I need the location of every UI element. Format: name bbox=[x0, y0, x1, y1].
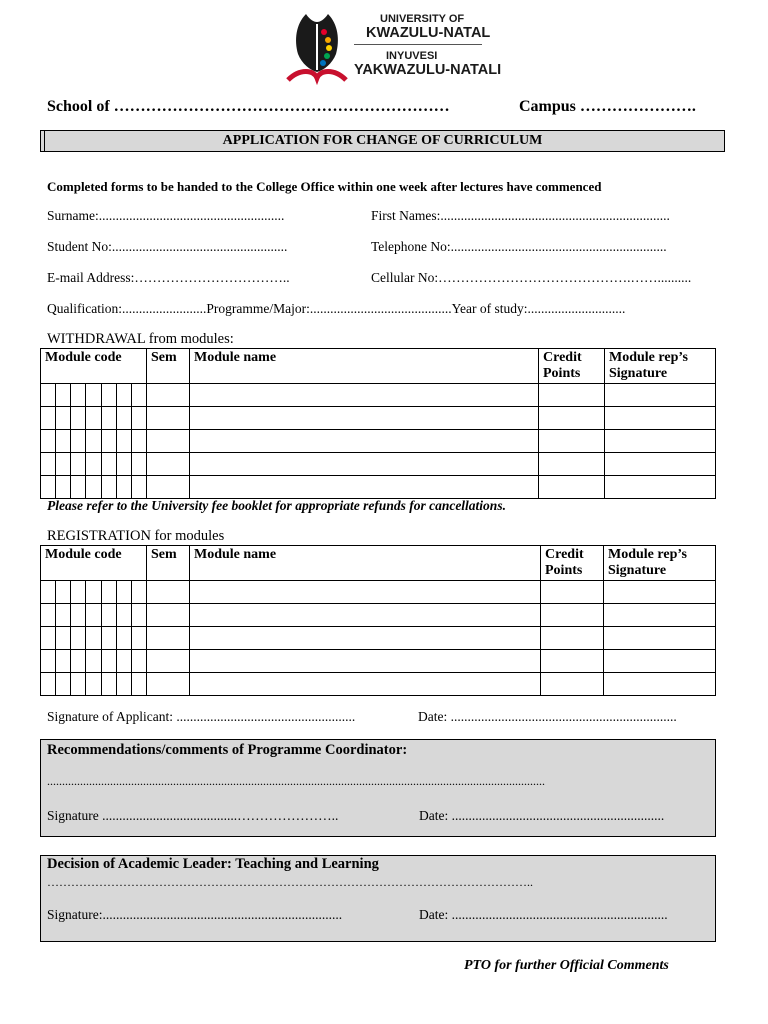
applicant-date-field[interactable]: Date: ................................................................... bbox=[418, 709, 677, 724]
credit-points-cell[interactable] bbox=[541, 650, 604, 673]
credit-points-cell[interactable] bbox=[539, 430, 605, 453]
credit-points-cell[interactable] bbox=[541, 604, 604, 627]
module-code-cell[interactable] bbox=[41, 581, 147, 604]
university-crest-icon bbox=[284, 10, 350, 86]
withdrawal-heading-bold: WITHDRAWAL bbox=[47, 331, 146, 347]
module-code-char-box[interactable] bbox=[102, 407, 117, 429]
module-code-char-box[interactable] bbox=[102, 453, 117, 475]
registration-heading-rest: for modules bbox=[150, 528, 225, 544]
applicant-signature-field[interactable]: Signature of Applicant: ..................................................... bbox=[47, 709, 356, 724]
telephone-no-field[interactable]: Telephone No:................................................................ bbox=[371, 239, 667, 254]
surname-field[interactable]: Surname:....................................................... bbox=[47, 208, 285, 223]
module-code-cell[interactable] bbox=[41, 407, 147, 430]
signature-cell[interactable] bbox=[605, 407, 716, 430]
module-code-char-box[interactable] bbox=[56, 430, 71, 452]
signature-cell[interactable] bbox=[605, 476, 716, 499]
module-code-char-box[interactable] bbox=[71, 407, 86, 429]
signature-cell[interactable] bbox=[604, 673, 716, 696]
module-code-char-box[interactable] bbox=[117, 673, 132, 695]
module-code-char-box[interactable] bbox=[56, 581, 71, 603]
coordinator-heading: Recommendations/comments of Programme Coordinator: bbox=[47, 742, 408, 758]
module-code-boxes bbox=[41, 650, 146, 672]
module-code-boxes bbox=[41, 673, 146, 695]
module-code-char-box[interactable] bbox=[56, 407, 71, 429]
module-code-char-box[interactable] bbox=[86, 407, 101, 429]
module-code-char-box[interactable] bbox=[86, 581, 101, 603]
module-code-char-box[interactable] bbox=[41, 627, 56, 649]
module-code-char-box[interactable] bbox=[102, 581, 117, 603]
module-code-boxes bbox=[41, 476, 146, 498]
module-code-char-box[interactable] bbox=[132, 384, 146, 406]
module-code-char-box[interactable] bbox=[71, 384, 86, 406]
sem-cell[interactable] bbox=[147, 384, 190, 407]
module-code-char-box[interactable] bbox=[132, 476, 146, 498]
academic-leader-date-field[interactable]: Date: ................................................................ bbox=[419, 907, 668, 922]
sem-cell[interactable] bbox=[147, 604, 190, 627]
logo-divider bbox=[354, 44, 482, 45]
module-code-char-box[interactable] bbox=[132, 673, 146, 695]
table-row bbox=[41, 604, 716, 627]
module-code-char-box[interactable] bbox=[86, 453, 101, 475]
module-code-char-box[interactable] bbox=[132, 407, 146, 429]
form-title: APPLICATION FOR CHANGE OF CURRICULUM bbox=[40, 130, 725, 152]
module-name-cell[interactable] bbox=[190, 453, 539, 476]
withdrawal-table bbox=[40, 348, 716, 499]
col-credit-points: Credit Points bbox=[539, 349, 605, 384]
registration-heading bbox=[47, 528, 224, 545]
credit-points-cell[interactable] bbox=[539, 453, 605, 476]
campus-dots: …………………. bbox=[579, 98, 696, 115]
table-row bbox=[41, 627, 716, 650]
module-code-char-box[interactable] bbox=[71, 430, 86, 452]
signature-cell[interactable] bbox=[604, 604, 716, 627]
registration-table bbox=[40, 545, 716, 696]
module-code-char-box[interactable] bbox=[117, 384, 132, 406]
module-code-cell[interactable] bbox=[41, 673, 147, 696]
module-code-boxes bbox=[41, 384, 146, 406]
module-code-char-box[interactable] bbox=[71, 453, 86, 475]
academic-leader-comment-line[interactable]: ………………………………………………………………………………………………………….. bbox=[47, 875, 533, 889]
withdrawal-heading bbox=[47, 331, 234, 348]
module-code-char-box[interactable] bbox=[56, 627, 71, 649]
sem-cell[interactable] bbox=[147, 627, 190, 650]
module-code-cell[interactable] bbox=[41, 476, 147, 499]
module-name-cell[interactable] bbox=[190, 430, 539, 453]
student-no-field[interactable]: Student No:.................................................... bbox=[47, 239, 288, 254]
module-code-char-box[interactable] bbox=[41, 650, 56, 672]
sem-cell[interactable] bbox=[147, 673, 190, 696]
refund-note: Please refer to the University fee booklet for appropriate refunds for cancellations. bbox=[47, 498, 506, 513]
academic-leader-box bbox=[40, 855, 716, 942]
module-code-boxes bbox=[41, 453, 146, 475]
table-row bbox=[41, 476, 716, 499]
signature-cell[interactable] bbox=[605, 453, 716, 476]
sem-cell[interactable] bbox=[147, 581, 190, 604]
coordinator-box bbox=[40, 739, 716, 837]
signature-cell[interactable] bbox=[605, 430, 716, 453]
table-row bbox=[41, 453, 716, 476]
module-code-char-box[interactable] bbox=[56, 673, 71, 695]
module-code-char-box[interactable] bbox=[132, 627, 146, 649]
module-code-char-box[interactable] bbox=[132, 430, 146, 452]
school-field[interactable] bbox=[47, 98, 450, 116]
table-row bbox=[41, 673, 716, 696]
col-module-rep-signature: Module rep’s Signature bbox=[604, 546, 716, 581]
school-label: School of bbox=[47, 98, 110, 115]
module-code-char-box[interactable] bbox=[71, 627, 86, 649]
module-name-cell[interactable] bbox=[190, 650, 541, 673]
coordinator-date-field[interactable]: Date: ............................................................... bbox=[419, 808, 665, 823]
module-code-cell[interactable] bbox=[41, 453, 147, 476]
module-code-char-box[interactable] bbox=[41, 581, 56, 603]
credit-points-cell[interactable] bbox=[539, 476, 605, 499]
sem-cell[interactable] bbox=[147, 407, 190, 430]
module-code-char-box[interactable] bbox=[86, 627, 101, 649]
col-credit-points: Credit Points bbox=[541, 546, 604, 581]
logo-text-line2: KWAZULU-NATAL bbox=[366, 25, 491, 41]
module-code-char-box[interactable] bbox=[117, 581, 132, 603]
module-code-cell[interactable] bbox=[41, 627, 147, 650]
module-code-boxes bbox=[41, 581, 146, 603]
university-logo bbox=[284, 10, 502, 86]
sem-cell[interactable] bbox=[147, 430, 190, 453]
coordinator-comment-line[interactable]: ...................................................................................................................................................................... bbox=[47, 774, 545, 788]
instruction-text: Completed forms to be handed to the College Office within one week after lectures have commenced bbox=[47, 179, 602, 194]
sem-cell[interactable] bbox=[147, 453, 190, 476]
module-code-char-box[interactable] bbox=[41, 407, 56, 429]
module-code-char-box[interactable] bbox=[117, 453, 132, 475]
campus-label: Campus bbox=[519, 98, 576, 115]
module-code-cell[interactable] bbox=[41, 650, 147, 673]
logo-text-line3: INYUVESI bbox=[386, 50, 438, 62]
module-code-boxes bbox=[41, 407, 146, 429]
table-row bbox=[41, 581, 716, 604]
col-module-name: Module name bbox=[190, 349, 539, 384]
col-sem: Sem bbox=[147, 349, 190, 384]
module-code-char-box[interactable] bbox=[117, 650, 132, 672]
registration-heading-bold: REGISTRATION bbox=[47, 528, 151, 544]
credit-points-cell[interactable] bbox=[541, 673, 604, 696]
module-code-char-box[interactable] bbox=[102, 627, 117, 649]
module-code-boxes bbox=[41, 627, 146, 649]
module-code-char-box[interactable] bbox=[86, 430, 101, 452]
credit-points-cell[interactable] bbox=[541, 581, 604, 604]
school-dots: ……………………………………………………… bbox=[113, 98, 450, 115]
module-code-char-box[interactable] bbox=[71, 476, 86, 498]
module-code-boxes bbox=[41, 430, 146, 452]
email-field[interactable]: E-mail Address:…………………………….. bbox=[47, 270, 290, 285]
coordinator-signature-field[interactable]: Signature ........................................………………….. bbox=[47, 808, 339, 823]
module-code-char-box[interactable] bbox=[71, 673, 86, 695]
credit-points-cell[interactable] bbox=[541, 627, 604, 650]
signature-cell[interactable] bbox=[605, 384, 716, 407]
campus-field[interactable] bbox=[519, 98, 696, 116]
module-code-char-box[interactable] bbox=[41, 430, 56, 452]
academic-leader-heading: Decision of Academic Leader: Teaching and Learning bbox=[47, 856, 379, 872]
module-code-char-box[interactable] bbox=[117, 627, 132, 649]
module-code-char-box[interactable] bbox=[102, 650, 117, 672]
cellular-no-field[interactable]: Cellular No:…………………………………….…….......... bbox=[371, 270, 692, 285]
module-code-char-box[interactable] bbox=[117, 407, 132, 429]
module-code-char-box[interactable] bbox=[41, 384, 56, 406]
logo-text-line1: UNIVERSITY OF bbox=[380, 13, 465, 25]
module-code-char-box[interactable] bbox=[56, 453, 71, 475]
module-code-char-box[interactable] bbox=[41, 476, 56, 498]
module-code-char-box[interactable] bbox=[56, 650, 71, 672]
col-module-name: Module name bbox=[190, 546, 541, 581]
module-code-char-box[interactable] bbox=[102, 673, 117, 695]
table-header-row bbox=[41, 349, 716, 384]
table-row bbox=[41, 650, 716, 673]
signature-cell[interactable] bbox=[604, 581, 716, 604]
logo-text-line4: YAKWAZULU-NATALI bbox=[354, 62, 502, 78]
module-code-char-box[interactable] bbox=[86, 650, 101, 672]
module-code-char-box[interactable] bbox=[132, 453, 146, 475]
module-code-cell[interactable] bbox=[41, 604, 147, 627]
module-name-cell[interactable] bbox=[190, 407, 539, 430]
table-row bbox=[41, 430, 716, 453]
module-code-char-box[interactable] bbox=[56, 476, 71, 498]
col-sem: Sem bbox=[147, 546, 190, 581]
module-code-char-box[interactable] bbox=[86, 476, 101, 498]
module-code-char-box[interactable] bbox=[71, 604, 86, 626]
module-code-boxes bbox=[41, 604, 146, 626]
module-name-cell[interactable] bbox=[190, 476, 539, 499]
first-names-field[interactable]: First Names:.................................................................... bbox=[371, 208, 670, 223]
module-code-char-box[interactable] bbox=[41, 453, 56, 475]
signature-cell[interactable] bbox=[604, 650, 716, 673]
module-code-char-box[interactable] bbox=[56, 604, 71, 626]
module-name-cell[interactable] bbox=[190, 627, 541, 650]
col-module-rep-signature: Module rep’s Signature bbox=[605, 349, 716, 384]
module-name-cell[interactable] bbox=[190, 384, 539, 407]
module-code-char-box[interactable] bbox=[117, 430, 132, 452]
withdrawal-heading-rest: from modules: bbox=[145, 331, 234, 347]
module-code-char-box[interactable] bbox=[117, 604, 132, 626]
module-code-char-box[interactable] bbox=[117, 476, 132, 498]
col-module-code: Module code bbox=[41, 546, 147, 581]
module-code-char-box[interactable] bbox=[132, 604, 146, 626]
module-code-char-box[interactable] bbox=[71, 581, 86, 603]
signature-cell[interactable] bbox=[604, 627, 716, 650]
sem-cell[interactable] bbox=[147, 650, 190, 673]
module-code-char-box[interactable] bbox=[102, 430, 117, 452]
module-name-cell[interactable] bbox=[190, 604, 541, 627]
module-name-cell[interactable] bbox=[190, 673, 541, 696]
credit-points-cell[interactable] bbox=[539, 407, 605, 430]
module-code-cell[interactable] bbox=[41, 430, 147, 453]
module-code-char-box[interactable] bbox=[86, 384, 101, 406]
module-code-cell[interactable] bbox=[41, 384, 147, 407]
module-code-char-box[interactable] bbox=[132, 650, 146, 672]
module-code-char-box[interactable] bbox=[132, 581, 146, 603]
table-row bbox=[41, 407, 716, 430]
qualification-field[interactable]: Qualification:.........................Programme/Major:..........................................Year of study:............................. bbox=[47, 301, 626, 316]
footer-note: PTO for further Official Comments bbox=[464, 958, 669, 973]
module-code-char-box[interactable] bbox=[102, 384, 117, 406]
module-code-char-box[interactable] bbox=[41, 604, 56, 626]
table-row bbox=[41, 384, 716, 407]
module-code-char-box[interactable] bbox=[41, 673, 56, 695]
col-module-code: Module code bbox=[41, 349, 147, 384]
credit-points-cell[interactable] bbox=[539, 384, 605, 407]
sem-cell[interactable] bbox=[147, 476, 190, 499]
module-code-char-box[interactable] bbox=[86, 673, 101, 695]
module-code-char-box[interactable] bbox=[102, 604, 117, 626]
module-name-cell[interactable] bbox=[190, 581, 541, 604]
module-code-char-box[interactable] bbox=[56, 384, 71, 406]
module-code-char-box[interactable] bbox=[86, 604, 101, 626]
table-header-row bbox=[41, 546, 716, 581]
academic-leader-signature-field[interactable]: Signature:....................................................................... bbox=[47, 907, 343, 922]
module-code-char-box[interactable] bbox=[71, 650, 86, 672]
module-code-char-box[interactable] bbox=[102, 476, 117, 498]
